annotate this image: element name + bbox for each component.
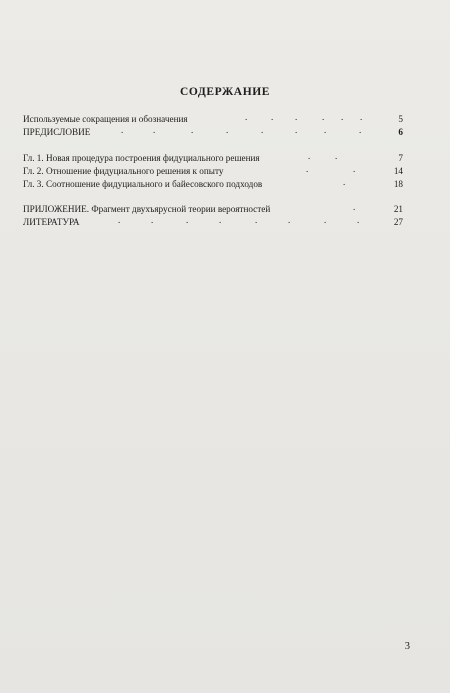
toc-entry-label: Используемые сокращения и обозначения bbox=[23, 114, 188, 124]
toc-entry-literature bbox=[23, 216, 403, 228]
toc-entry-page: 6 bbox=[398, 127, 403, 137]
toc-entry-label: Гл. 1. Новая процедура построения фидуциального решения bbox=[23, 153, 260, 163]
toc-entry-page: 18 bbox=[393, 179, 403, 189]
toc-leader-dots: . . . . . . bbox=[245, 112, 363, 122]
toc-entry-label: Гл. 2. Отношение фидуциального решения к опыту bbox=[23, 166, 224, 176]
toc-leader-dots: . . . . . . . . bbox=[121, 125, 362, 135]
toc-entry-label: Гл. 3. Соотношение фидуциального и байесовского подходов bbox=[23, 179, 263, 189]
toc-entry-label: ПРЕДИСЛОВИЕ bbox=[23, 127, 91, 137]
toc-entry-preface bbox=[23, 126, 403, 138]
toc-entry-page: 27 bbox=[393, 217, 403, 227]
toc-leader-dots: . . . . . . . . bbox=[118, 215, 360, 225]
toc-entry-page: 14 bbox=[393, 166, 403, 176]
page-number: 3 bbox=[404, 641, 410, 652]
toc-entry-label: ПРИЛОЖЕНИЕ. Фрагмент двухъярусной теории вероятностей bbox=[23, 204, 271, 214]
toc-leader-dots: . . bbox=[308, 151, 338, 161]
toc-entry-chapter-3 bbox=[23, 178, 403, 190]
toc-leader-dots: . . bbox=[306, 164, 356, 174]
toc-entry-label: ЛИТЕРАТУРА bbox=[23, 217, 80, 227]
toc-entry-page: 21 bbox=[393, 204, 403, 214]
toc-leader-dots: . bbox=[343, 177, 346, 187]
toc-entry-page: 7 bbox=[398, 153, 403, 163]
toc-leader-dots: . bbox=[353, 202, 356, 212]
toc-entry-page: 5 bbox=[398, 114, 403, 124]
page-title: СОДЕРЖАНИЕ bbox=[179, 86, 271, 98]
